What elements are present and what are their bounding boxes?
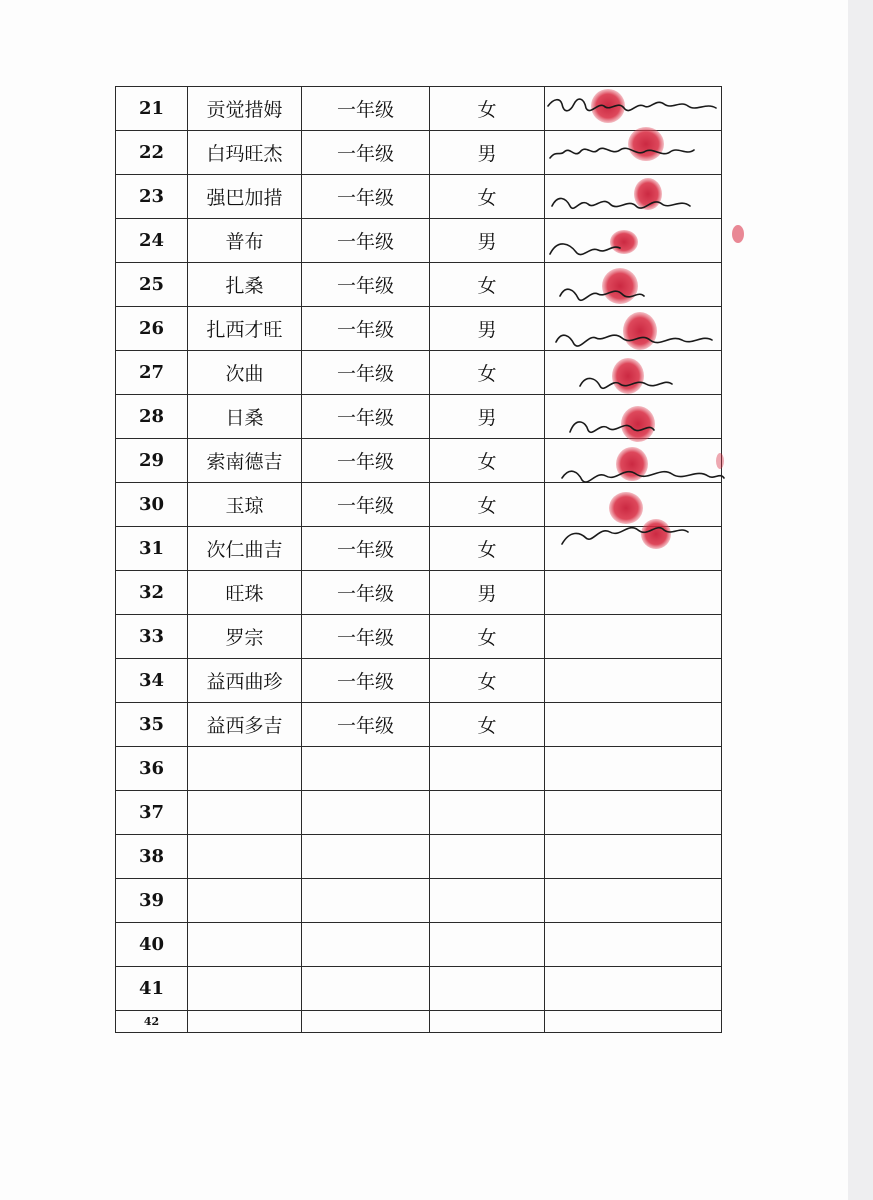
row-number: 38 (116, 835, 188, 879)
gender-cell: 男 (430, 219, 545, 263)
student-name (188, 879, 302, 923)
table-row (116, 967, 722, 1011)
table-row (116, 703, 722, 747)
grade-cell: 一年级 (302, 87, 430, 131)
gender-cell: 女 (430, 615, 545, 659)
table-row (116, 219, 722, 263)
table-row (116, 571, 722, 615)
table-row (116, 483, 722, 527)
row-number: 23 (116, 175, 188, 219)
table-row (116, 175, 722, 219)
grade-cell: 一年级 (302, 175, 430, 219)
signature-cell (545, 483, 722, 527)
grade-cell: 一年级 (302, 439, 430, 483)
student-name: 强巴加措 (188, 175, 302, 219)
signature-cell (545, 351, 722, 395)
row-number: 21 (116, 87, 188, 131)
grade-cell (302, 835, 430, 879)
grade-cell (302, 967, 430, 1011)
grade-cell (302, 879, 430, 923)
signature-cell (545, 395, 722, 439)
grade-cell: 一年级 (302, 571, 430, 615)
signature-cell (545, 87, 722, 131)
signature-cell (545, 923, 722, 967)
student-name: 玉琼 (188, 483, 302, 527)
student-name: 白玛旺杰 (188, 131, 302, 175)
signature-cell (545, 307, 722, 351)
table-row (116, 395, 722, 439)
grade-cell (302, 1011, 430, 1033)
row-number: 35 (116, 703, 188, 747)
grade-cell: 一年级 (302, 131, 430, 175)
student-name (188, 747, 302, 791)
student-name: 贡觉措姆 (188, 87, 302, 131)
student-name: 索南德吉 (188, 439, 302, 483)
gender-cell: 女 (430, 703, 545, 747)
row-number: 40 (116, 923, 188, 967)
gender-cell (430, 835, 545, 879)
gender-cell: 女 (430, 351, 545, 395)
signature-cell (545, 835, 722, 879)
table-row (116, 307, 722, 351)
student-name: 普布 (188, 219, 302, 263)
student-name: 旺珠 (188, 571, 302, 615)
signature-cell (545, 879, 722, 923)
roster-body (116, 87, 722, 1033)
row-number: 41 (116, 967, 188, 1011)
row-number: 33 (116, 615, 188, 659)
student-name: 次曲 (188, 351, 302, 395)
table-row (116, 131, 722, 175)
signature-cell (545, 615, 722, 659)
signature-cell (545, 747, 722, 791)
row-number: 26 (116, 307, 188, 351)
student-name (188, 835, 302, 879)
gender-cell (430, 879, 545, 923)
grade-cell (302, 747, 430, 791)
row-number: 29 (116, 439, 188, 483)
signature-cell (545, 131, 722, 175)
signature-cell (545, 703, 722, 747)
grade-cell: 一年级 (302, 395, 430, 439)
table-row (116, 439, 722, 483)
gender-cell: 女 (430, 175, 545, 219)
table-row (116, 87, 722, 131)
grade-cell: 一年级 (302, 615, 430, 659)
row-number: 42 (116, 1011, 188, 1033)
student-name (188, 791, 302, 835)
gender-cell (430, 1011, 545, 1033)
signature-cell (545, 571, 722, 615)
gender-cell: 女 (430, 483, 545, 527)
gender-cell (430, 747, 545, 791)
row-number: 22 (116, 131, 188, 175)
table-row (116, 659, 722, 703)
signature-cell (545, 659, 722, 703)
grade-cell: 一年级 (302, 527, 430, 571)
gender-cell: 女 (430, 263, 545, 307)
student-name: 次仁曲吉 (188, 527, 302, 571)
gender-cell: 男 (430, 571, 545, 615)
scanner-background (848, 0, 873, 1200)
signature-cell (545, 219, 722, 263)
gender-cell: 女 (430, 659, 545, 703)
row-number: 27 (116, 351, 188, 395)
table-row (116, 1011, 722, 1033)
row-number: 30 (116, 483, 188, 527)
gender-cell: 女 (430, 439, 545, 483)
student-name (188, 967, 302, 1011)
grade-cell: 一年级 (302, 483, 430, 527)
grade-cell: 一年级 (302, 659, 430, 703)
row-number: 28 (116, 395, 188, 439)
gender-cell: 女 (430, 87, 545, 131)
signature-cell (545, 527, 722, 571)
row-number: 34 (116, 659, 188, 703)
gender-cell: 男 (430, 307, 545, 351)
row-number: 24 (116, 219, 188, 263)
table-row (116, 615, 722, 659)
grade-cell (302, 923, 430, 967)
student-name: 罗宗 (188, 615, 302, 659)
row-number: 32 (116, 571, 188, 615)
table-row (116, 835, 722, 879)
row-number: 37 (116, 791, 188, 835)
gender-cell (430, 923, 545, 967)
grade-cell: 一年级 (302, 263, 430, 307)
signature-cell (545, 175, 722, 219)
gender-cell: 男 (430, 131, 545, 175)
grade-cell: 一年级 (302, 703, 430, 747)
student-name (188, 1011, 302, 1033)
gender-cell (430, 967, 545, 1011)
table-row (116, 527, 722, 571)
student-name: 扎桑 (188, 263, 302, 307)
stray-ink-mark (712, 445, 732, 475)
row-number: 39 (116, 879, 188, 923)
grade-cell: 一年级 (302, 307, 430, 351)
student-name: 日桑 (188, 395, 302, 439)
table-row (116, 747, 722, 791)
student-roster-table (115, 86, 722, 1033)
table-row (116, 351, 722, 395)
student-name (188, 923, 302, 967)
grade-cell: 一年级 (302, 219, 430, 263)
signature-cell (545, 439, 722, 483)
signature-cell (545, 1011, 722, 1033)
gender-cell (430, 791, 545, 835)
row-number: 31 (116, 527, 188, 571)
table-row (116, 791, 722, 835)
gender-cell: 男 (430, 395, 545, 439)
row-number: 36 (116, 747, 188, 791)
grade-cell: 一年级 (302, 351, 430, 395)
signature-cell (545, 263, 722, 307)
table-row (116, 263, 722, 307)
signature-cell (545, 967, 722, 1011)
gender-cell: 女 (430, 527, 545, 571)
table-row (116, 879, 722, 923)
student-name: 扎西才旺 (188, 307, 302, 351)
signature-cell (545, 791, 722, 835)
student-name: 益西多吉 (188, 703, 302, 747)
grade-cell (302, 791, 430, 835)
stray-ink-mark (728, 220, 748, 250)
student-name: 益西曲珍 (188, 659, 302, 703)
row-number: 25 (116, 263, 188, 307)
table-row (116, 923, 722, 967)
